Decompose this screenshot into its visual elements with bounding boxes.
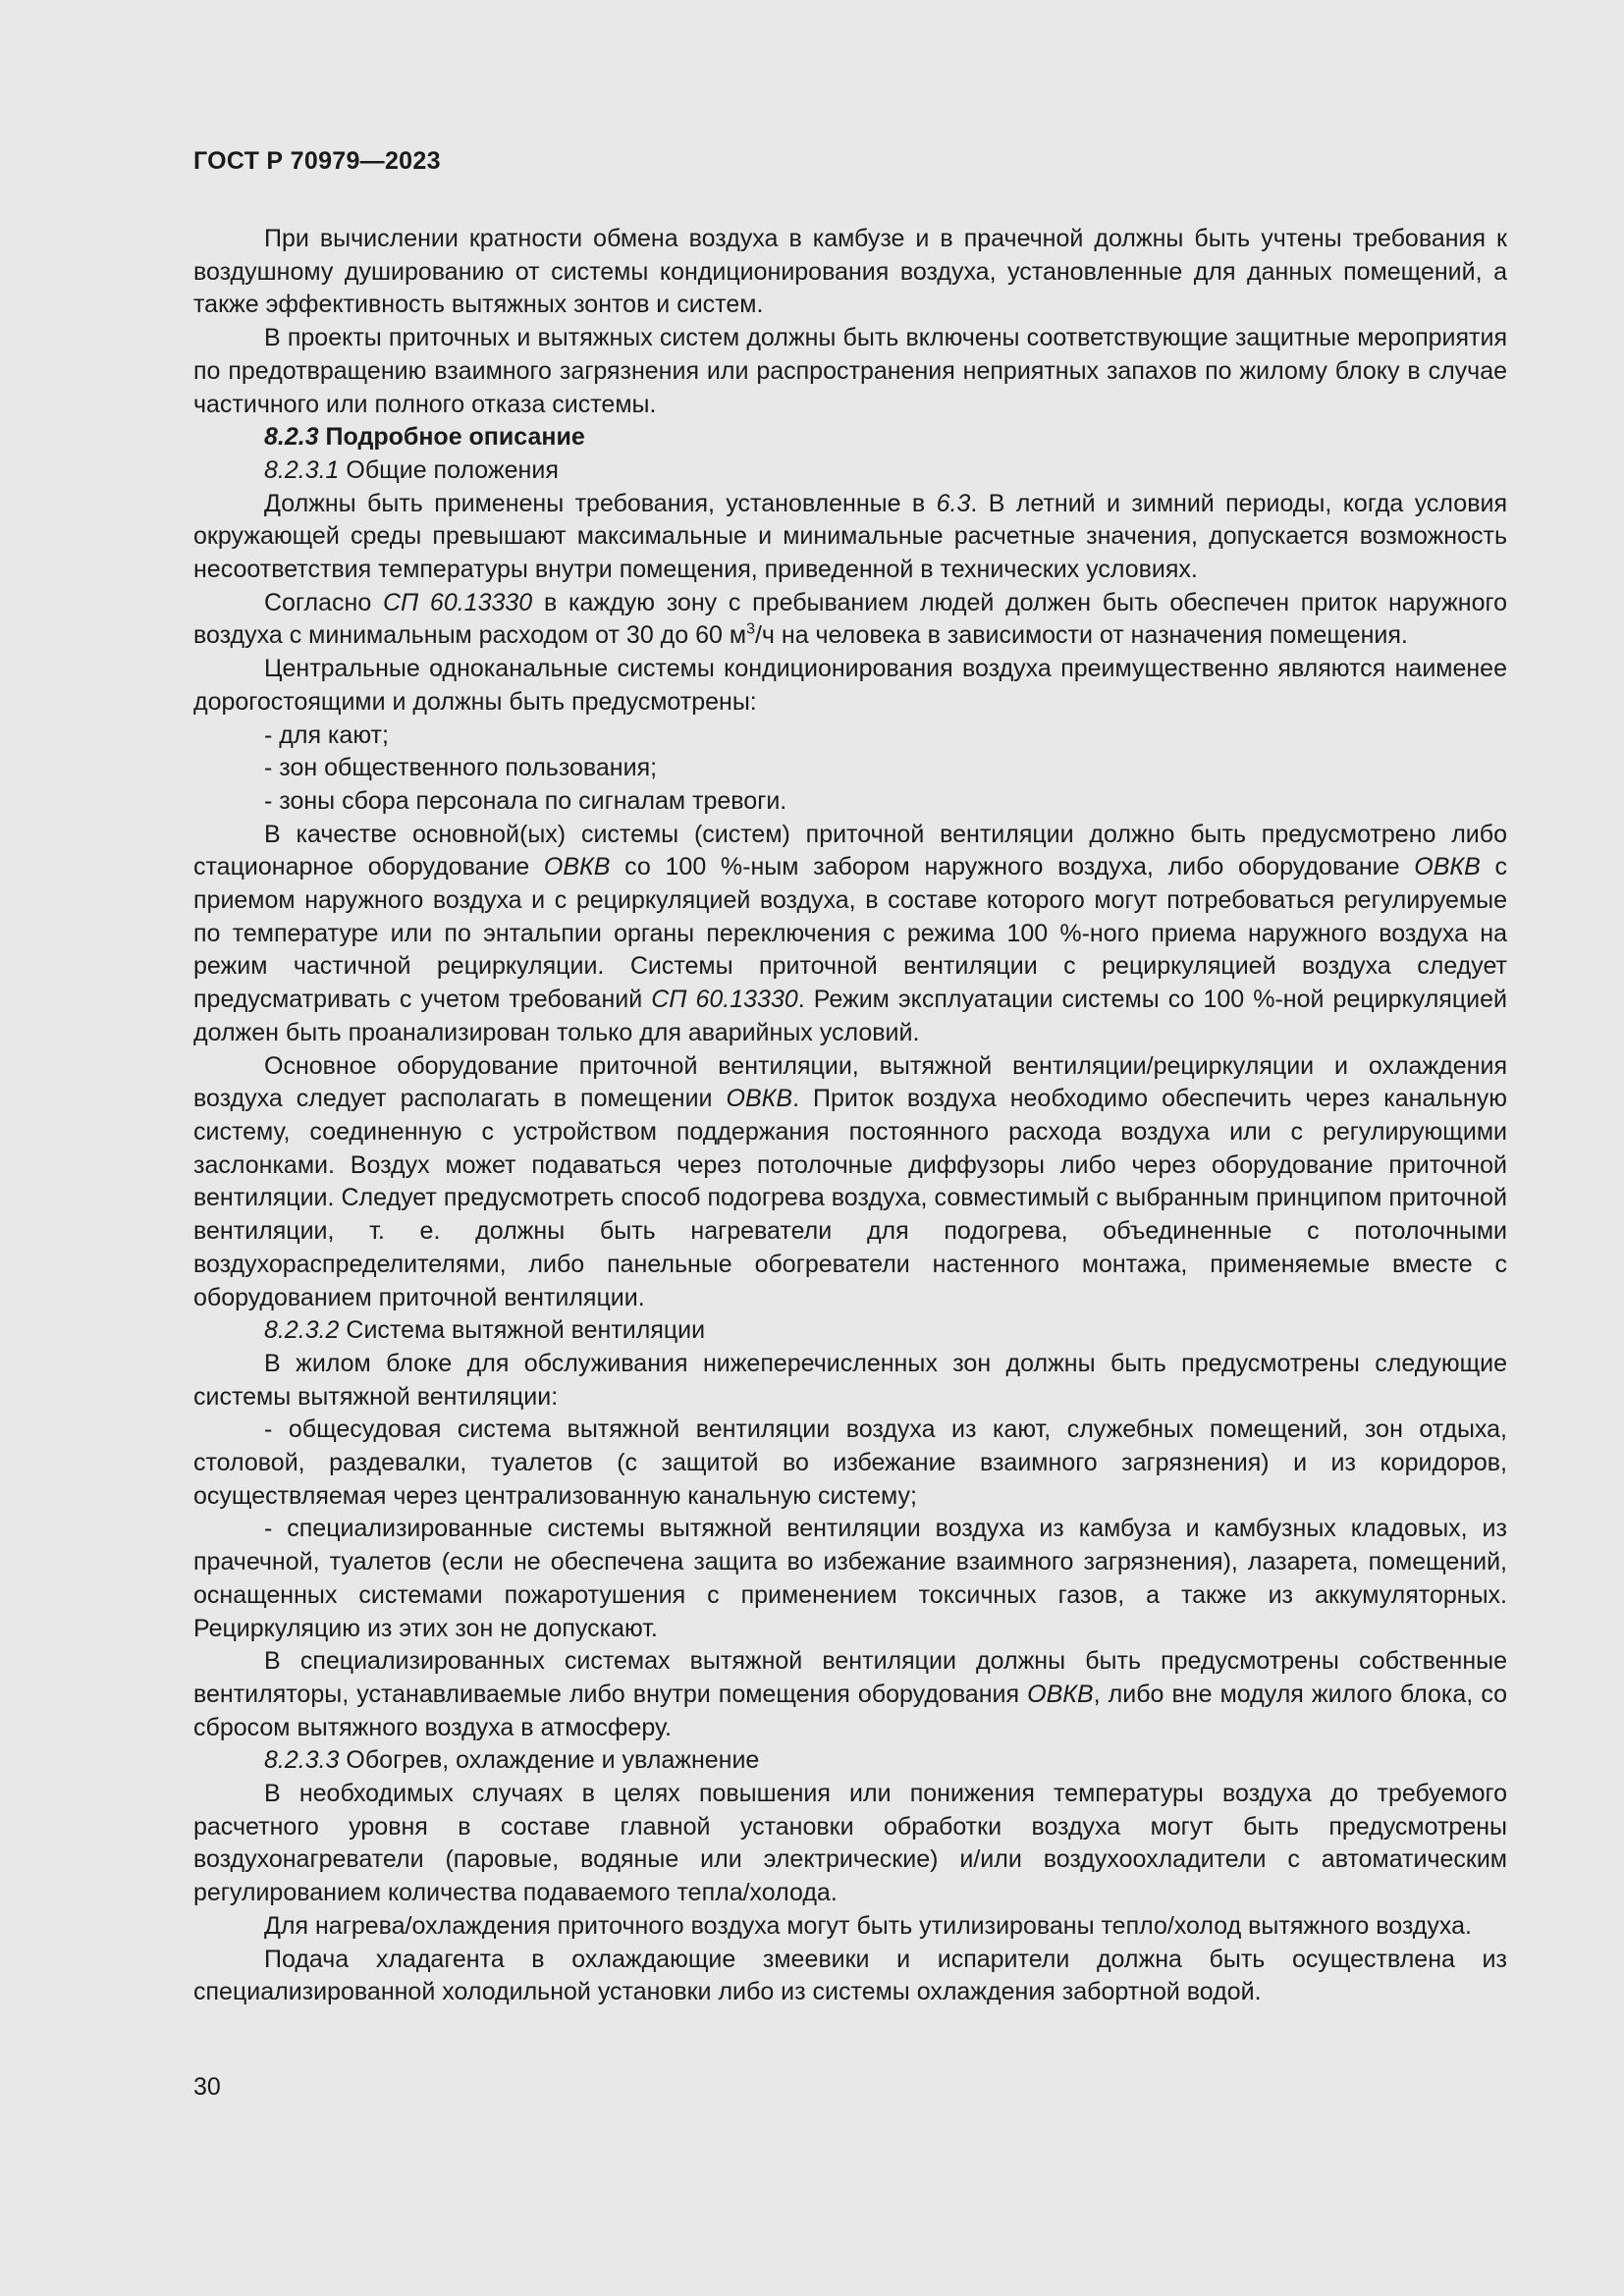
list-item: - общесудовая система вытяжной вентиляции воздуха из кают, служебных помещений, зон отдыха, столовой, раздевалки, туалетов (с защитой во избежание взаимного загрязнения) и из коридоров, осуществляемая через централизованную канальную систему; [193, 1415, 1507, 1510]
page-number: 30 [193, 2073, 221, 2101]
reference: ОВКВ [1027, 1680, 1094, 1708]
document-header: ГОСТ Р 70979—2023 [193, 147, 441, 175]
text-run: . Режим эксплуатации системы со 100 %-ной рециркуляцией должен быть проанализирован только для аварийных условий. [193, 986, 1507, 1046]
paragraph: Подача хладагента в охлаждающие змеевики и испарители должна быть осуществлена из специализированной холодильной установки либо из системы охлаждения забортной водой. [193, 1945, 1507, 2006]
text-run: , либо вне модуля жилого блока, со сбросом вытяжного воздуха в атмосферу. [193, 1680, 1507, 1741]
paragraph: В проекты приточных и вытяжных систем должны быть включены соответствующие защитные мероприятия по предотвращению взаимного загрязнения или распространения неприятных запахов по жилому блоку в случае частичного или полного отказа системы. [193, 324, 1507, 418]
text-run: Согласно [264, 588, 383, 616]
text-run: в каждую зону с пребыванием людей должен быть обеспечен приток наружного воздуха с минимальным расходом от 30 до 60 м [193, 588, 1507, 650]
paragraph: Для нагрева/охлаждения приточного воздуха могут быть утилизированы тепло/холод вытяжного воздуха. [264, 1911, 1472, 1940]
text-run: Должны быть применены требования, установленные в [264, 489, 937, 517]
section-number: 8.2.3.1 [264, 455, 340, 484]
section-title: Общие положения [339, 455, 559, 484]
paragraph: В необходимых случаях в целях повышения или понижения температуры воздуха до требуемого расчетного уровня в составе главной установки обработки воздуха могут быть предусмотрены воздухонагреватели (паровые, водяные или электрические) и/или воздухоохладители с автоматическим регулированием количества подаваемого тепла/холода. [193, 1780, 1507, 1907]
superscript: 3 [746, 621, 755, 639]
reference: ОВКВ [726, 1085, 793, 1113]
paragraph [193, 488, 1507, 587]
section-heading-8-2-3-2 [193, 1314, 1507, 1348]
reference: ОВКВ [543, 853, 611, 881]
section-title: Система вытяжной вентиляции [339, 1316, 706, 1345]
paragraph [193, 819, 1507, 1050]
text-run: со 100 %-ным забором наружного воздуха, либо оборудование [610, 853, 1415, 881]
list-item: - специализированные системы вытяжной вентиляции воздуха из камбуза и камбузных кладовых, из прачечной, туалетов (если не обеспечена защита во избежание взаимного загрязнения), лазарета, помещений, оснащенных системами пожаротушения с применением токсичных газов, а также из аккумуляторных. Рециркуляцию из этих зон не допускают. [193, 1515, 1507, 1642]
reference: ОВКВ [1414, 853, 1481, 881]
reference: СП 60.13330 [651, 986, 798, 1014]
reference: СП 60.13330 [383, 588, 533, 616]
document-body [193, 223, 1507, 2009]
list-item: - для кают; [264, 721, 389, 749]
section-title: Подробное описание [318, 423, 585, 452]
reference: 6.3 [936, 489, 971, 517]
text-run: В специализированных системах вытяжной вентиляции должны быть предусмотрены собственные вентиляторы, устанавливаемые либо внутри помещения оборудования [193, 1647, 1507, 1708]
list-item: - зон общественного пользования; [264, 754, 658, 782]
paragraph: Центральные одноканальные системы кондиционирования воздуха преимущественно являются наименее дорогостоящими и должны быть предусмотрены: [193, 655, 1507, 716]
section-heading-8-2-3-1 [193, 454, 1507, 488]
list-item: - зоны сбора персонала по сигналам тревоги. [264, 786, 787, 815]
text-run: /ч на человека в зависимости от назначения помещения. [754, 621, 1408, 650]
paragraph [193, 587, 1507, 653]
paragraph [193, 1050, 1507, 1315]
text-run: Основное оборудование приточной вентиляции, вытяжной вентиляции/рециркуляции и охлаждения воздуха следует располагать в помещении [193, 1051, 1507, 1113]
paragraph: В жилом блоке для обслуживания нижеперечисленных зон должны быть предусмотрены следующие системы вытяжной вентиляции: [193, 1349, 1507, 1411]
text-run: с приемом наружного воздуха и с рециркуляцией воздуха, в составе которого могут потребоваться регулируемые по температуре или по энтальпии органы переключения с режима 100 %-ного приема наружного воздуха на режим частичной рециркуляции. Системы приточной вентиляции с рециркуляцией воздуха следует предусматривать с учетом требований [193, 853, 1507, 1014]
section-number: 8.2.3.3 [264, 1746, 340, 1775]
text-run: . В летний и зимний периоды, когда условия окружающей среды превышают максимальные и минимальные расчетные значения, допускается возможность несоответствия температуры внутри помещения, приведенной в технических условиях. [193, 489, 1507, 584]
section-heading-8-2-3 [193, 421, 1507, 454]
text-run: В качестве основной(ых) системы (систем) приточной вентиляции должно быть предусмотрено либо стационарное оборудование [193, 820, 1507, 881]
section-number: 8.2.3 [264, 423, 319, 452]
text-run: . Приток воздуха необходимо обеспечить через канальную систему, соединенную с устройством поддержания постоянного расхода воздуха или с регулирующими заслонками. Воздух может подаваться через потолочные диффузоры либо через оборудование приточной вентиляции. Следует предусмотреть способ подогрева воздуха, совместимый с выбранным принципом приточной вентиляции, т. е. должны быть нагреватели для подогрева, объединенные с потолочными воздухораспределителями, либо панельные обогреватели настенного монтажа, применяемые вместе с оборудованием приточной вентиляции. [193, 1085, 1507, 1311]
section-heading-8-2-3-3 [193, 1744, 1507, 1778]
section-number: 8.2.3.2 [264, 1316, 340, 1345]
section-title: Обогрев, охлаждение и увлажнение [339, 1746, 760, 1775]
paragraph [193, 1645, 1507, 1744]
paragraph: При вычислении кратности обмена воздуха в камбузе и в прачечной должны быть учтены требования к воздушному душированию от системы кондиционирования воздуха, установленные для данных помещений, а также эффективность вытяжных зонтов и систем. [193, 225, 1507, 319]
